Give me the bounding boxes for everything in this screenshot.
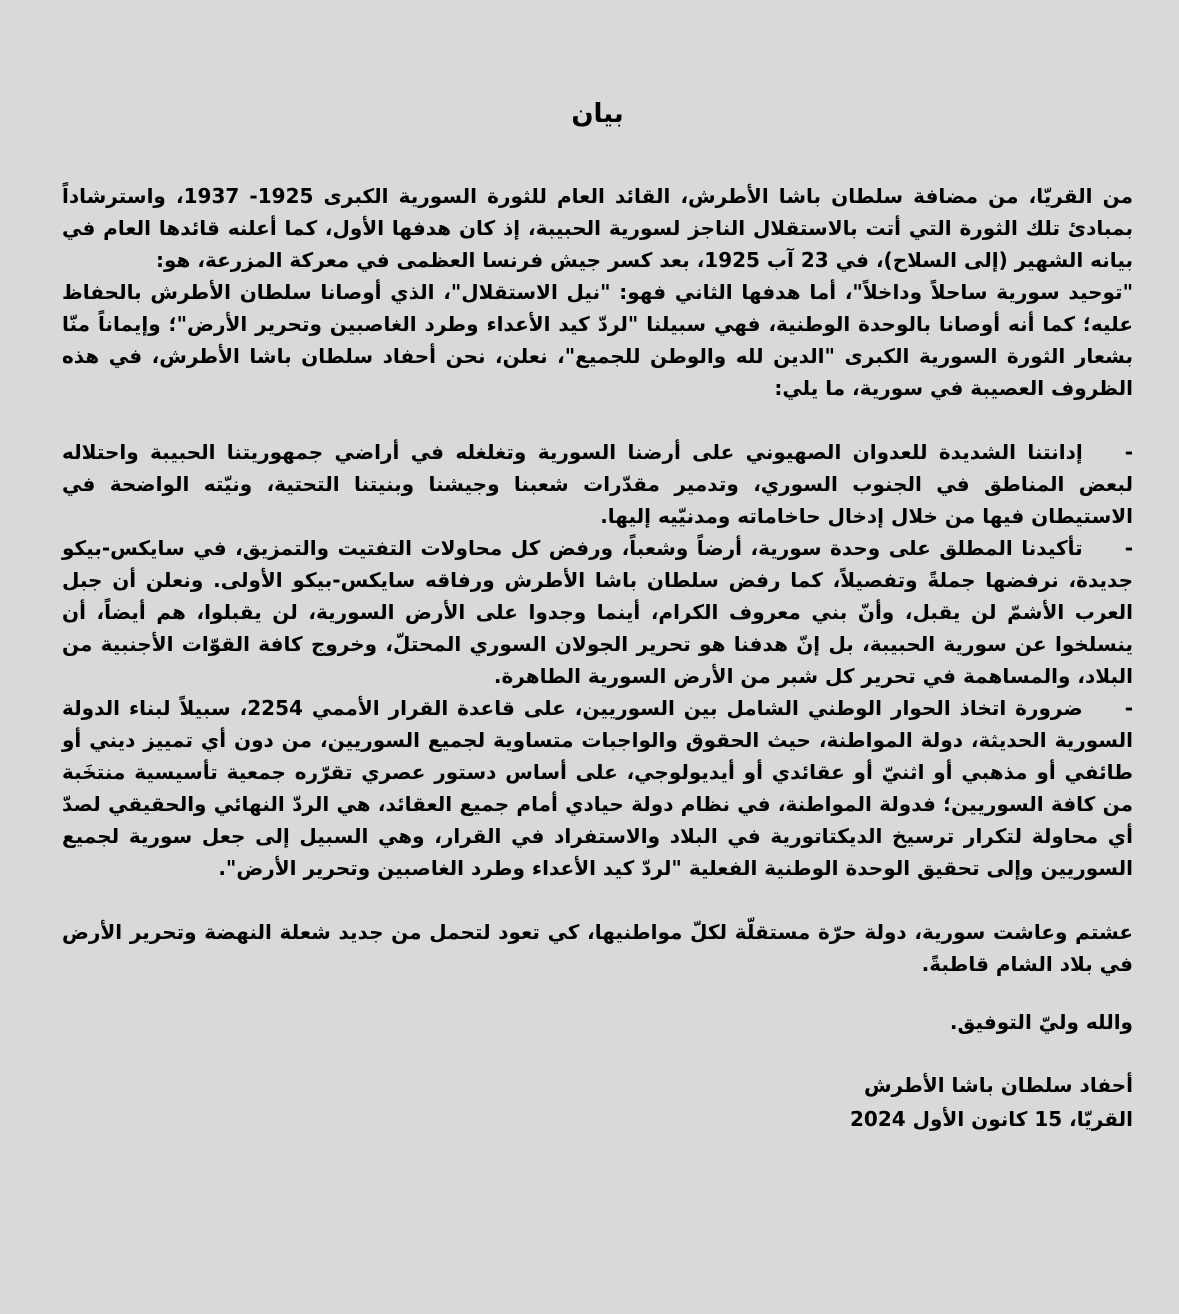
list-item: [62, 436, 1133, 532]
signature-place-date: القريّا، 15 كانون الأول 2024: [850, 1107, 1133, 1131]
signature-block: [62, 1068, 1133, 1136]
document-title: بيان: [571, 99, 624, 129]
list-item: [62, 692, 1133, 884]
dash-bullet-marker: -: [1124, 536, 1133, 560]
list-item-text: ضرورة اتخاذ الحوار الوطني الشامل بين السوريين، على قاعدة القرار الأممي 2254، سبيلاً لبناء الدولة السورية الحديثة، دولة المواطنة، حيث الحقوق والواجبات متساوية لجميع السوريين، من دون أي تمييز ديني أو طائفي أو مذهبي أو اثنيّ أو عقائدي أو أيديولوجي، على أساس دستور عصري تقرّره جمعية تأسيسية منتخَبة من كافة السوريين؛ فدولة المواطنة، في نظام دولة حيادي أمام جميع العقائد، هي الردّ النهائي والحقيقي لصدّ أي محاولة لتكرار ترسيخ الديكتاتورية في البلاد والاستفراد في القرار، وهي السبيل إلى جعل سورية لجميع السوريين وإلى تحقيق الوحدة الوطنية الفعلية "لردّ كيد الأعداء وطرد الغاصبين وتحرير الأرض".: [62, 696, 1133, 880]
list-item-text: تأكيدنا المطلق على وحدة سورية، أرضاً وشعباً، ورفض كل محاولات التفتيت والتمزيق، في سايكس-بيكو جديدة، نرفضها جملةً وتفصيلاً، كما رفض سلطان باشا الأطرش ورفاقه سايكس-بيكو الأولى. ونعلن أن جبل العرب الأشمّ لن يقبل، وأنّ بني معروف الكرام، أينما وجدوا على الأرض السورية، لن يقبلوا، هم أيضاً، أن ينسلخوا عن سورية الحبيبة، بل إنّ هدفنا هو تحرير الجولان السوري المحتلّ، وخروج كافة القوّات الأجنبية من البلاد، والمساهمة في تحرير كل شبر من الأرض السورية الطاهرة.: [62, 536, 1133, 688]
list-item: [62, 532, 1133, 692]
blessing-line: والله وليّ التوفيق.: [949, 1010, 1133, 1034]
closing-paragraph: عشتم وعاشت سورية، دولة حرّة مستقلّة لكلّ مواطنيها، كي تعود لتحمل من جديد شعلة النهضة وتحرير الأرض في بلاد الشام قاطبةً.: [62, 920, 1133, 976]
signature-authors: أحفاد سلطان باشا الأطرش: [863, 1073, 1133, 1097]
intro-paragraph-first: من القريّا، من مضافة سلطان باشا الأطرش، القائد العام للثورة السورية الكبرى 1925- 1937، واسترشاداً بمبادئ تلك الثورة التي أتت بالاستقلال الناجز لسورية الحبيبة، إذ كان هدفها الأول، كما أعلنه قائدها العام في بيانه الشهير (إلى السلاح)، في 23 آب 1925، بعد كسر جيش فرنسا العظمى في معركة المزرعة، هو:: [62, 184, 1134, 272]
intro-paragraphs: [62, 180, 1133, 404]
intro-paragraph-second: "توحيد سورية ساحلاً وداخلاً"، أما هدفها الثاني فهو: "نيل الاستقلال"، الذي أوصانا سلطان الأطرش بالحفاظ عليه؛ كما أنه أوصانا بالوحدة الوطنية، فهي سبيلنا "لردّ كيد الأعداء وطرد الغاصبين وتحرير الأرض"؛ وإيماناً منّا بشعار الثورة السورية الكبرى "الدين لله والوطن للجميع"، نعلن، نحن أحفاد سلطان باشا الأطرش، في هذه الظروف العصيبة في سورية، ما يلي:: [62, 280, 1133, 400]
list-item-text: إدانتنا الشديدة للعدوان الصهيوني على أرضنا السورية وتغلغله في أراضي جمهوريتنا الحبيبة واحتلاله لبعض المناطق في الجنوب السوري، وتدمير مقدّرات شعبنا وجيشنا وبنيتنا التحتية، ونيّته الواضحة في الاستيطان فيها من خلال إدخال حاخاماته ومدنيّيه إليها.: [62, 440, 1133, 528]
dash-bullet-marker: -: [1124, 696, 1133, 720]
bullet-list: [62, 436, 1133, 884]
dash-bullet-marker: -: [1124, 440, 1133, 464]
